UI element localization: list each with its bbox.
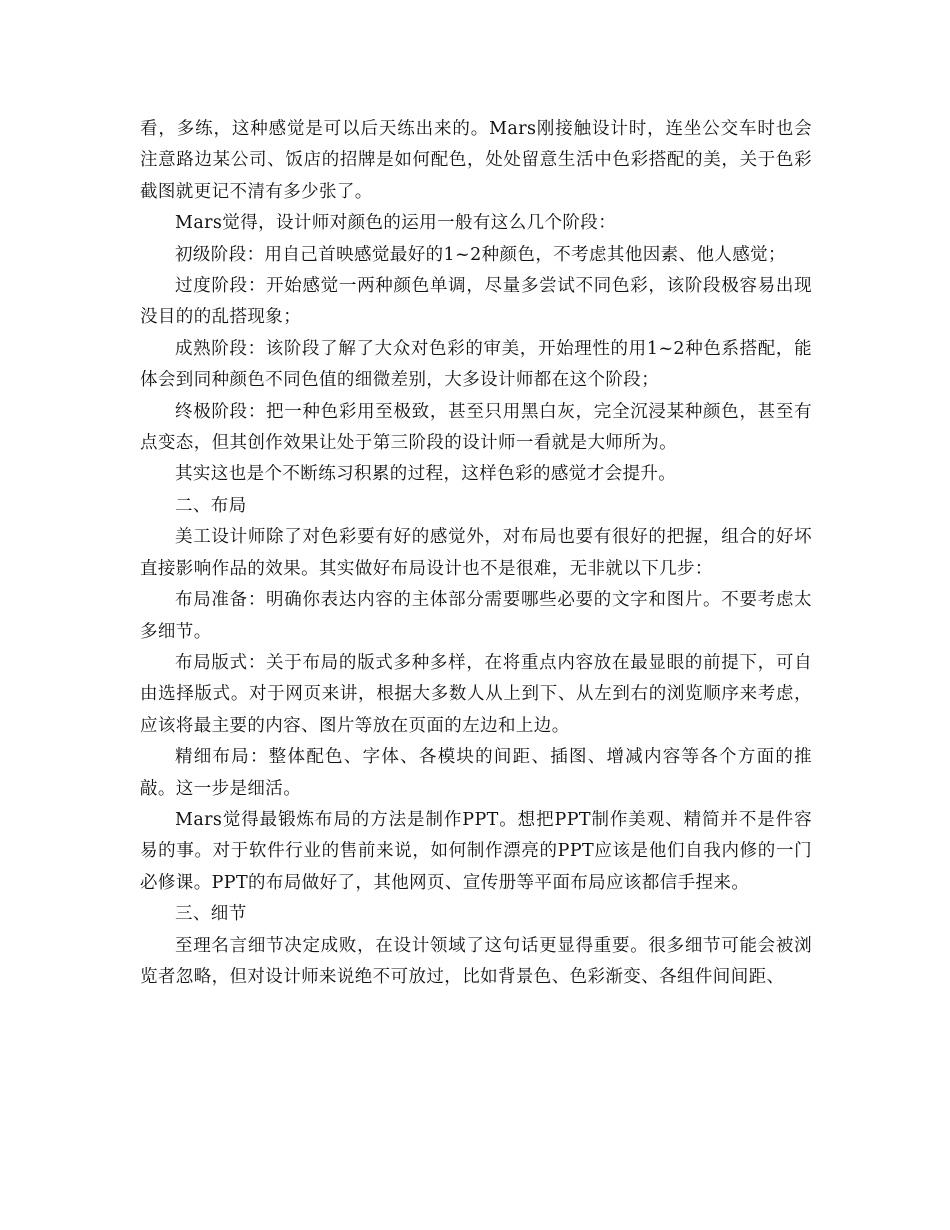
paragraph-stage-mature: 成熟阶段：该阶段了解了大众对色彩的审美，开始理性的用1~2种色系搭配，能体会到同种颜色不同色值的细微差别，大多设计师都在这个阶段； bbox=[140, 338, 812, 391]
paragraph-details-intro: 至理名言细节决定成败，在设计领域了这句话更显得重要。很多细节可能会被浏览者忽略，但对设计师来说绝不可放过，比如背景色、色彩渐变、各组件间间距、 bbox=[140, 935, 812, 987]
paragraph-layout-intro: 美工设计师除了对色彩要有好的感觉外，对布局也要有很好的把握，组合的好坏直接影响作品的效果。其实做好布局设计也不是很难，无非就以下几步： bbox=[140, 527, 812, 579]
paragraph-layout-format: 布局版式：关于布局的版式多种多样，在将重点内容放在最显眼的前提下，可自由选择版式。对于网页来讲，根据大多数人从上到下、从左到右的浏览顺序来考虑，应该将最主要的内容、图片等放在页面的左边和上边。 bbox=[140, 652, 812, 736]
paragraph-layout-fine: 精细布局：整体配色、字体、各模块的间距、插图、增减内容等各个方面的推敲。这一步是细活。 bbox=[140, 747, 812, 799]
paragraph-stage-transition: 过度阶段：开始感觉一两种颜色单调，尽量多尝试不同色彩，该阶段极容易出现没目的的乱搭现象； bbox=[140, 276, 812, 328]
paragraph-layout-ppt: Mars觉得最锻炼布局的方法是制作PPT。想把PPT制作美观、精简并不是件容易的事。对于软件行业的售前来说，如何制作漂亮的PPT应该是他们自我内修的一门必修课。PPT的布局做好了，其他网页、宣传册等平面布局应该都信手捏来。 bbox=[140, 809, 812, 893]
paragraph-stage-beginner: 初级阶段：用自己首映感觉最好的1~2种颜色，不考虑其他因素、他人感觉； bbox=[175, 244, 786, 265]
section-heading-layout: 二、布局 bbox=[175, 495, 247, 516]
paragraph-stage-ultimate: 终极阶段：把一种色彩用至极致，甚至只用黑白灰，完全沉浸某种颜色，甚至有点变态，但其创作效果让处于第三阶段的设计师一看就是大师所为。 bbox=[140, 401, 812, 454]
paragraph-color-stages-intro: Mars觉得，设计师对颜色的运用一般有这么几个阶段： bbox=[175, 213, 617, 234]
paragraph-layout-prep: 布局准备：明确你表达内容的主体部分需要哪些必要的文字和图片。不要考虑太多细节。 bbox=[140, 590, 812, 642]
paragraph-practice: 其实这也是个不断练习积累的过程，这样色彩的感觉才会提升。 bbox=[175, 464, 677, 485]
document-body bbox=[140, 114, 812, 993]
section-heading-details: 三、细节 bbox=[175, 904, 247, 925]
paragraph-continued: 看，多练，这种感觉是可以后天练出来的。Mars刚接触设计时，连坐公交车时也会注意路边某公司、饭店的招牌是如何配色，处处留意生活中色彩搭配的美，关于色彩截图就更记不清有多少张了。 bbox=[140, 119, 812, 202]
